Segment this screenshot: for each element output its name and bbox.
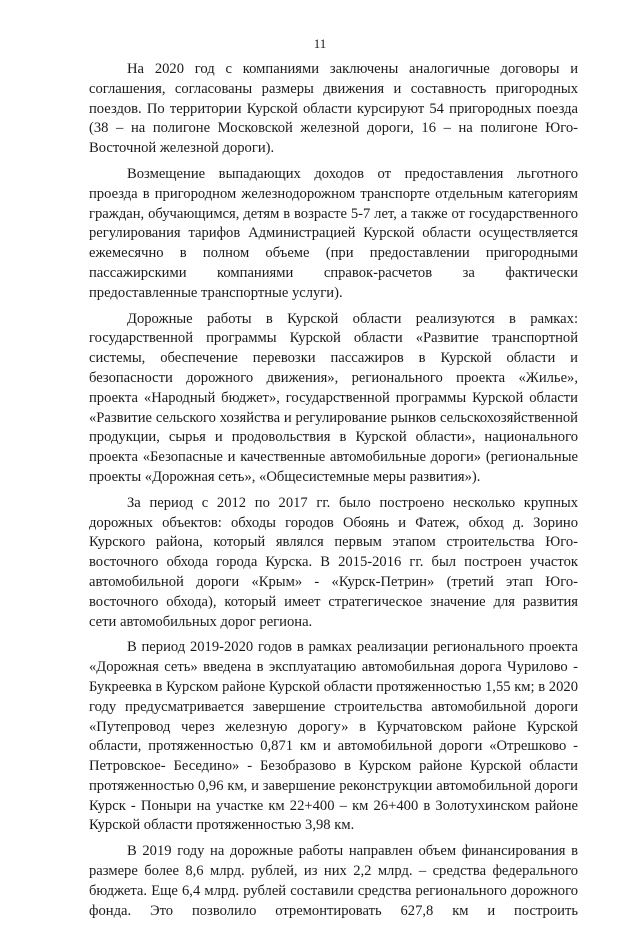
paragraph-suburban-trains: На 2020 год с компаниями заключены аналогичные договоры и соглашения, согласованы размеры движения и составность пригородных поездов. По территории Курской области курсируют 54 пригородных поезда (38 – на полигоне Московской железной дороги, 16 – на полигоне Юго-Восточной железной дороги). (89, 61, 578, 157)
document-body (89, 60, 578, 927)
paragraph-road-works-programs: Дорожные работы в Курской области реализуются в рамках: государственной программы Курской области «Развитие транспортной системы, обеспечение перевозки пассажиров в Курской области и безопасности дорожного движения», регионального проекта «Жилье», проекта «Народный бюджет», государственной программы Курской области «Развитие сельского хозяйства и регулирование рынков сельскохозяйственной продукции, сырья и продовольствия в Курской области», национального проекта «Безопасные и качественные автомобильные дороги» (региональные проекты «Дорожная сеть», «Общесистемные меры развития»). (89, 310, 578, 485)
paragraph-2019-financing: В 2019 году на дорожные работы направлен объем финансирования в размере более 8,6 млрд. рублей, из них 2,2 млрд. – средства федерального бюджета. Еще 6,4 млрд. рублей составили средства регионального дорожного фонда. Это позволило отремонтировать 627,8 км и построить (89, 843, 578, 919)
page-number: 11 (313, 36, 327, 51)
paragraph-compensation: Возмещение выпадающих доходов от предоставления льготного проезда в пригородном железнодорожном транспорте отдельным категориям граждан, обучающимся, детям в возрасте 5-7 лет, а также от государственного регулирования тарифов Администрацией Курской области осуществляется ежемесячно в полном объеме (при предоставлении пригородными пассажирскими компаниями справок-расчетов за фактически предоставленные транспортные услуги). (89, 165, 578, 301)
paragraph-2019-2020-projects: В период 2019-2020 годов в рамках реализации регионального проекта «Дорожная сеть» введена в эксплуатацию автомобильная дорога Чурилово - Букреевка в Курском районе Курской области протяженностью 1,55 км; в 2020 году предусматривается завершение строительства автомобильной дороги «Путепровод через железную дорогу» в Курчатовском районе Курской области, протяженностью 0,871 км и автомобильной дороги «Отрешково - Петровское- Беседино» - Безобразово в Курском районе Курской области протяженностью 0,96 км, и завершение реконструкции автомобильной дороги Курск - Поныри на участке км 22+400 – км 26+400 в Золотухинском районе Курской области протяженностью 3,98 км. (89, 639, 578, 834)
paragraph-2012-2017-objects: За период с 2012 по 2017 гг. было построено несколько крупных дорожных объектов: обходы городов Обоянь и Фатеж, обход д. Зорино Курского района, который являлся первым этапом строительства Юго-восточного обхода города Курска. В 2015-2016 гг. был построен участок автомобильной дороги «Крым» - «Курск-Петрин» (третий этап Юго-восточного обхода), который имеет стратегическое значение для развития сети автомобильных дорог региона. (89, 494, 578, 630)
